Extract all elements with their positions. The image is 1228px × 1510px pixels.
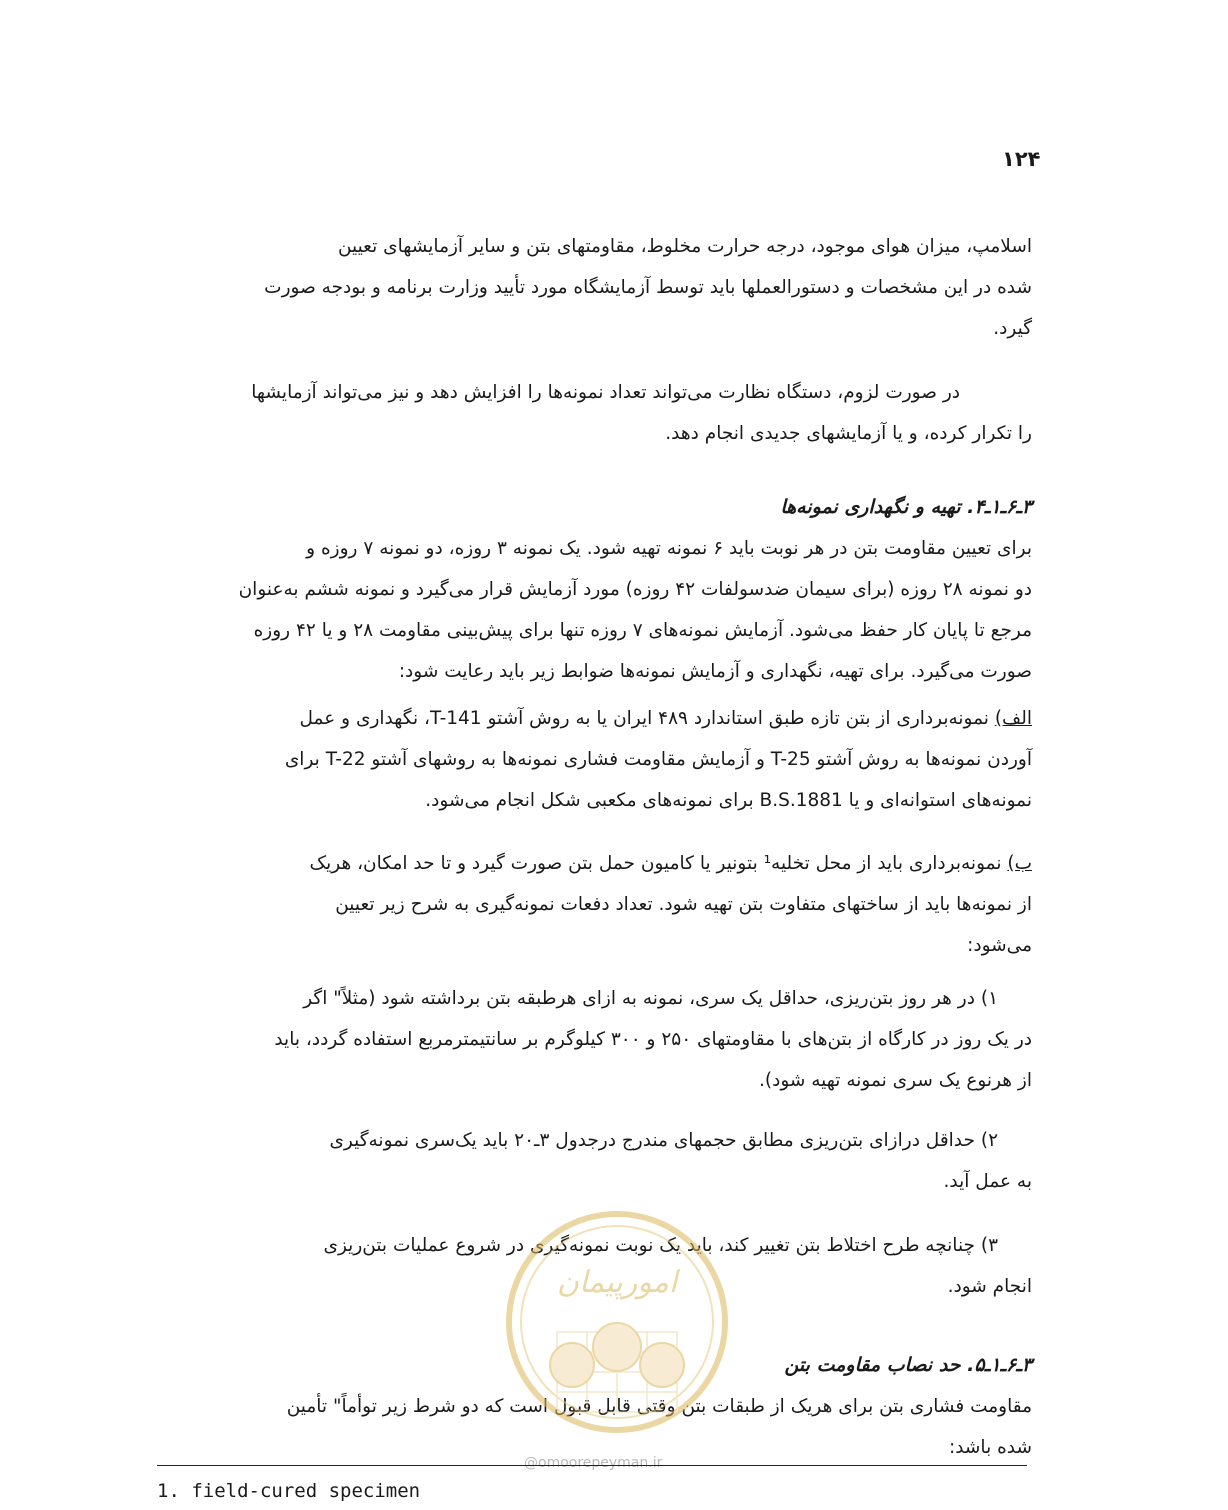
text-line: از هرنوع یک سری نمونه تهیه شود). — [758, 1070, 1032, 1091]
numbered-item-2 — [176, 1120, 1032, 1202]
intro-paragraph — [180, 226, 1032, 349]
text-line — [176, 698, 1032, 739]
supervision-paragraph — [176, 372, 1032, 454]
section-heading-sample-prep: ۳ـ۶ـ۱ـ۴. تهیه و نگهداری نمونه‌ها — [780, 496, 1032, 518]
item-a-marker: الف) — [994, 708, 1032, 729]
text-line: نمونه‌های استوانه‌ای و یا B.S.1881 برای نمونه‌های مکعبی شکل انجام می‌شود. — [425, 790, 1032, 811]
text-line — [176, 843, 1032, 884]
item-a — [176, 698, 1032, 821]
footnote: 1. field-cured specimen — [157, 1480, 421, 1502]
watermark-brand-text: امورپیمان — [556, 1265, 678, 1300]
text-line: گیرد. — [993, 318, 1032, 339]
text-line: صورت می‌گیرد. برای تهیه، نگهداری و آزمایش نمونه‌ها ضوابط زیر باید رعایت شود: — [398, 661, 1032, 682]
text-line: مقاومت فشاری بتن برای هریک از طبقات بتن وقتی قابل قبول است که دو شرط زیر توأماً" تأمین — [286, 1396, 1032, 1417]
watermark-seal-icon — [502, 1207, 732, 1437]
item-b-line: نمونه‌برداری باید از محل تخلیه¹ بتونیر یا کامیون حمل بتن صورت گیرد و تا حد امکان، هریک — [309, 853, 1002, 874]
item-b-marker: ب) — [1007, 853, 1032, 874]
watermark-url: @omoorepeyman.ir — [524, 1455, 663, 1471]
sample-prep-body — [176, 528, 1032, 692]
text-line: آوردن نمونه‌ها به روش آشتو T-25 و آزمایش مقاومت فشاری نمونه‌ها به روشهای آشتو T-22 برای — [284, 749, 1032, 770]
text-line: به عمل آید. — [943, 1171, 1032, 1192]
text-line: ۳) چنانچه طرح اختلاط بتن تغییر کند، باید یک نوبت نمونه‌گیری در شروع عملیات بتن‌ریزی — [323, 1235, 998, 1256]
text-line: اسلامپ، میزان هوای موجود، درجه حرارت مخلوط، مقاومتهای بتن و سایر آزمایشهای تعیین — [337, 236, 1032, 257]
numbered-item-1 — [176, 978, 1032, 1101]
text-line: دو نمونه ۲۸ روزه (برای سیمان ضدسولفات ۴۲ روزه) مورد آزمایش قرار می‌گیرد و نمونه ششم به‌عنوان — [238, 579, 1032, 600]
text-line: می‌شود: — [967, 935, 1032, 956]
text-line: انجام شود. — [947, 1276, 1032, 1297]
text-line: ۱) در هر روز بتن‌ریزی، حداقل یک سری، نمونه به ازای هرطبقه بتن برداشته شود (مثلاً" اگر — [303, 988, 998, 1009]
text-line: در صورت لزوم، دستگاه نظارت می‌تواند تعداد نمونه‌ها را افزایش دهد و نیز می‌تواند آزمایشها — [251, 382, 960, 403]
text-line: برای تعیین مقاومت بتن در هر نوبت باید ۶ نمونه تهیه شود. یک نمونه ۳ روزه، دو نمونه ۷ روزه و — [306, 538, 1032, 559]
footnote-divider — [157, 1465, 1027, 1466]
text-line: در یک روز در کارگاه از بتن‌های با مقاومتهای ۲۵۰ و ۳۰۰ کیلوگرم بر سانتیمترمربع استفاده گردد، باید — [274, 1029, 1032, 1050]
text-line: شده باشد: — [948, 1437, 1032, 1458]
text-line: شده در این مشخصات و دستورالعملها باید توسط آزمایشگاه مورد تأیید وزارت برنامه و بودجه صورت — [264, 277, 1032, 298]
text-line: مرجع تا پایان کار حفظ می‌شود. آزمایش نمونه‌های ۷ روزه تنها برای پیش‌بینی مقاومت ۲۸ و یا ۴۲ روزه — [253, 620, 1032, 641]
item-b — [176, 843, 1032, 966]
text-line: ۲) حداقل درازای بتن‌ریزی مطابق حجمهای مندرج درجدول ۳ـ۲۰ باید یک‌سری نمونه‌گیری — [329, 1130, 998, 1151]
page-number: ۱۲۴ — [1002, 147, 1041, 171]
text-line: از نمونه‌ها باید از ساختهای متفاوت بتن تهیه شود. تعداد دفعات نمونه‌گیری به شرح زیر تعیین — [335, 894, 1032, 915]
item-a-line: نمونه‌برداری از بتن تازه طبق استاندارد ۴۸۹ ایران یا به روش آشتو T-141، نگهداری و عمل — [299, 708, 989, 729]
section-heading-strength-limit: ۳ـ۶ـ۱ـ۵. حد نصاب مقاومت بتن — [784, 1354, 1032, 1376]
text-line: را تکرار کرده، و یا آزمایشهای جدیدی انجام دهد. — [665, 423, 1032, 444]
